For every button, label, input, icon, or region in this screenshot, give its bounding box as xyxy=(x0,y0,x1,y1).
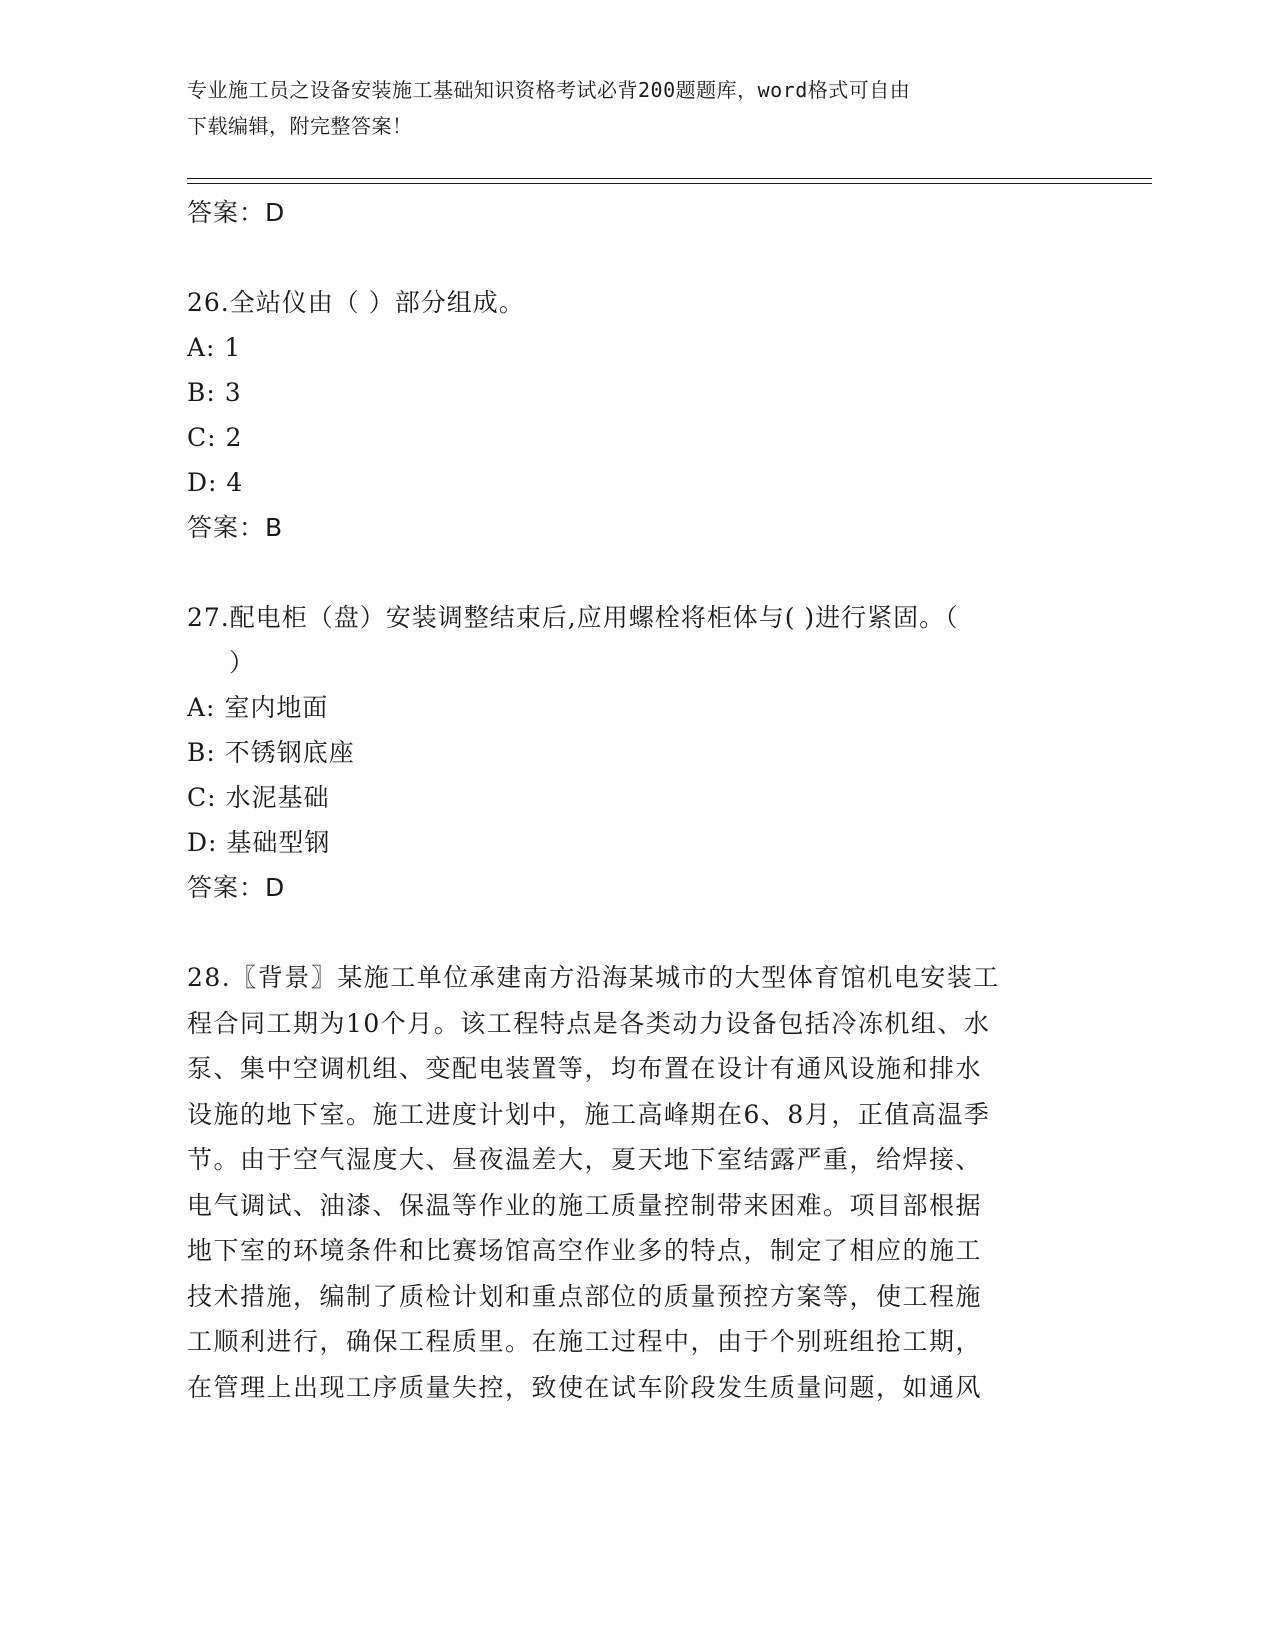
document-header xyxy=(187,72,1067,144)
paragraph-line: 电气调试、油漆、保温等作业的施工质量控制带来困难。项目部根据 xyxy=(187,1190,983,1220)
answer-q26: 答案：B xyxy=(187,513,284,542)
paragraph-line: 工顺利进行，确保工程质里。在施工过程中，由于个别班组抢工期， xyxy=(187,1327,983,1356)
paragraph-line: 节。由于空气湿度大、昼夜温差大，夏天地下室结露严重，给焊接、 xyxy=(187,1145,983,1174)
question-stem: 26.全站仪由（ ）部分组成。 xyxy=(187,288,525,317)
spacer xyxy=(187,910,1067,955)
header-rule-bottom xyxy=(187,183,1152,184)
option-d: D: 4 xyxy=(187,468,244,497)
question-stem-continued: ） xyxy=(229,648,256,677)
header-rule-top xyxy=(187,178,1152,179)
option-b: B: 3 xyxy=(187,378,242,407)
header-line-1: 专业施工员之设备安装施工基础知识资格考试必背200题题库，word格式可自由 xyxy=(187,78,911,102)
header-line-2: 下载编辑，附完整答案！ xyxy=(187,114,413,138)
paragraph-line: 泵、集中空调机组、变配电装置等，均布置在设计有通风设施和排水 xyxy=(187,1054,983,1083)
spacer xyxy=(187,550,1067,595)
option-c: C: 2 xyxy=(187,423,243,452)
paragraph-line: 28.〖背景〗某施工单位承建南方沿海某城市的大型体育馆机电安装工 xyxy=(187,963,1000,992)
answer-q27: 答案：D xyxy=(187,873,286,902)
option-b: B: 不锈钢底座 xyxy=(187,738,355,767)
question-28 xyxy=(187,955,1067,1410)
paragraph-line: 程合同工期为10个月。该工程特点是各类动力设备包括冷冻机组、水 xyxy=(187,1008,991,1038)
question-26 xyxy=(187,280,1067,550)
paragraph-line: 技术措施，编制了质检计划和重点部位的质量预控方案等，使工程施 xyxy=(187,1281,983,1311)
paragraph-line: 设施的地下室。施工进度计划中，施工高峰期在6、8月，正值高温季 xyxy=(187,1099,991,1129)
document-body xyxy=(187,190,1067,1410)
answer-q25: 答案：D xyxy=(187,198,286,227)
question-27 xyxy=(187,595,1067,910)
question-stem: 27.配电柜（盘）安装调整结束后,应用螺栓将柜体与( )进行紧固。（ xyxy=(187,603,959,632)
paragraph-line: 在管理上出现工序质量失控，致使在试车阶段发生质量问题，如通风 xyxy=(187,1372,983,1402)
paragraph-line: 地下室的环境条件和比赛场馆高空作业多的特点，制定了相应的施工 xyxy=(187,1236,983,1265)
option-a: A: 1 xyxy=(187,333,242,362)
spacer xyxy=(187,235,1067,280)
option-d: D: 基础型钢 xyxy=(187,828,331,857)
option-c: C: 水泥基础 xyxy=(187,783,330,812)
option-a: A: 室内地面 xyxy=(187,693,329,722)
